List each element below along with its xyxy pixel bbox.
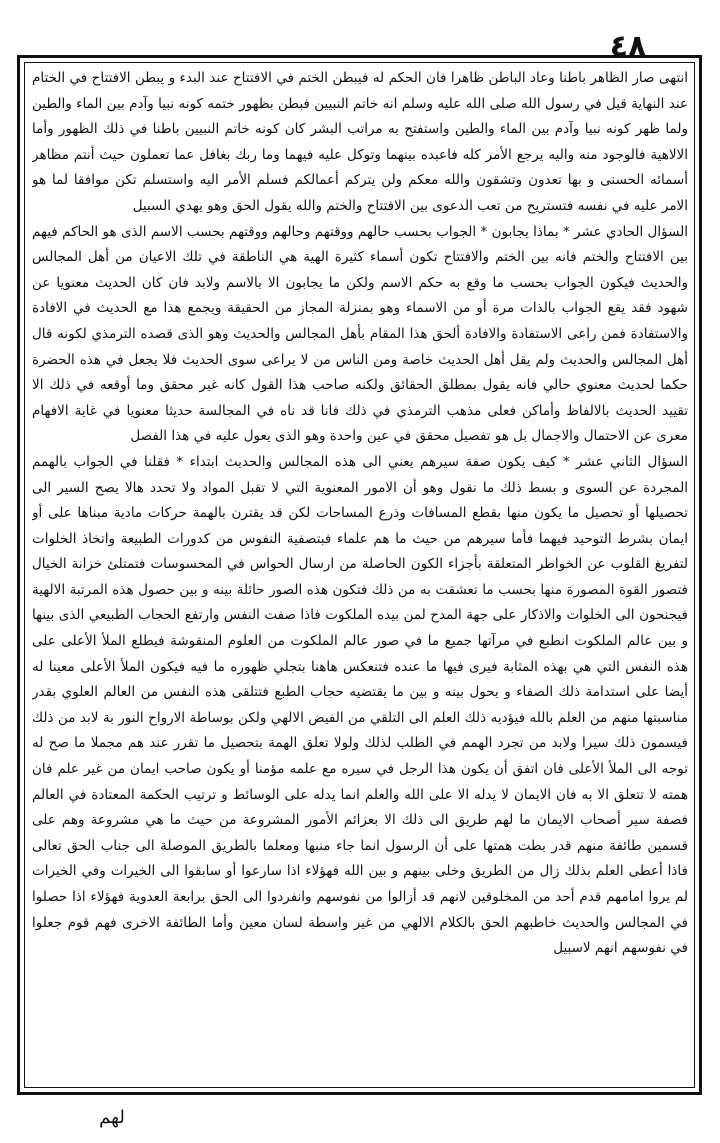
catchword: لهم — [99, 1107, 125, 1128]
main-text-block — [32, 66, 688, 1084]
paragraph-question-11: السؤال الحادي عشر * بماذا يجابون * الجواب بحسب حالهم ووقتهم وحالهم ووقتهم بحسب الاسم الذى هو الحاكم فيهم بين الافتتاح والختم فانه بين الختم والافتتاح تكون أسماء كثيرة الهية هي الناطقة في تلك الاعيان من أهل المجالس والحديث فيكون الجواب بحسب ما وقع به حكم الاسم ولكن ما يجابون الا بالاسم ولابد فان كان الحديث معنويا عن شهود فقد يقع الجواب بالذات مرة أو من الاسماء وهو بمنزلة المجاز من الحقيقة ويجمع هذا مع الحديث في الافادة والاستفادة فمن راعى الاستفادة والافادة ألحق هذا المقام بأهل المجالس والحديث وهو الذى قصده الترمذي لكونه قال أهل المجالس والحديث ولم يقل أهل الحديث خاصة ومن الناس من لا يراعى سوى الحديث فلا يجعل في هذه الحضرة حكما لحديث معنوي حالي فانه يقول بمطلق الحقائق ولكنه صاحب هذا القول كانه غير محقق وما أوقعه في ذلك الا تقييد الحديث بالالفاظ وأماكن فعلى مذهب الترمذي في ذلك فانا قد ناه في المجالسة حديثا معنويا في غاية الافهام معرى عن الاحتمال والاجمال بل هو تفصيل محقق في عين واحدة وهو الذى يعول عليه في هذا الفصل — [32, 223, 688, 445]
page-number: ٤٨ — [609, 29, 647, 64]
paragraph-intro: انتهى صار الظاهر باطنا وعاد الباطن ظاهرا فان الحكم له فيبطن الختم في الافتتاح عند البدء و يبطن الافتتاح في الختام عند النهاية قيل في رسول الله صلى الله عليه وسلم انه خاتم النبيين فبطن بظهور ختمه كونه نبيا وآدم بين الماء والطين ولما ظهر كونه نبيا وآدم بين الماء والطين واستفتح به مراتب البشر كان كونه خاتم النبيين باطنا في ذلك الظهور وأما الالاهية فالوجود منه واليه يرجع الأمر كله فاعبده بينهما وتوكل عليه فيهما وما ربك بغافل عما تعملون حيث أنتم مظاهر أسمائه الحسنى و بها تعدون وتشقون والله معكم ولن يتركم أعمالكم فسلم الأمر اليه واستسلم تكن موافقا لما هو الامر عليه في نفسه فتستريح من تعب الدعوى بين الافتتاح والختم والله يقول الحق وهو يهدي السبيل — [32, 70, 688, 214]
paragraph-question-12: السؤال الثاني عشر * كيف يكون صفة سيرهم يعني الى هذه المجالس والحديث ابتداء * فقلنا في الجواب بالهمم المجردة عن السوى و بسط ذلك ما نقول وهو أن الامور المعنوية التي لا تقبل المواد ولا تحدد هالا يصح السير الى تحصيلها أو تحصيل ما يكون منها بقطع المسافات وذرع المساحات لكن قد يقترن بالهمة حركات مادية مبناها على أو ايمان بشرط التوحيد فيهما فأما سيرهم من حيث ما هم علماء فبتصفية النفوس من كدورات الطبيعة واتخاذ الخلوات لتفريغ القلوب عن الخواطر المتعلقة بأجزاء الكون الحاصلة من ارسال الحواس في المحسوسات فتمتلئ خزانة الخيال فتصور القوة المصورة منها بحسب ما تعشقت به من ذلك فتكون هذه الصور حائلة بينه و بين حصول هذه المرتبة الالهية فيجنحون الى الخلوات والاذكار على جهة المدح لمن بيده الملكوت فاذا صفت النفس وارتفع الحجاب الطبيعي الذى بينها و بين عالم الملكوت انطبع في مرآتها جميع ما في صور عالم الملكوت من العلوم المنقوشة فيطلع الملأ الأعلى على هذه النفس التي هي بهذه المثابة فيرى فيها ما عنده فتنعكس هاهنا بتجلي ظهوره ما فيه فيكون الملأ الأعلى معينا له أيضا على استدامة ذلك الصفاء و يحول بينه و بين ما يقتضيه حجاب الطبع فتتلقى هذه النفس من العالم العلوي بقدر مناسبتها منهم من العلم بالله فيؤديه ذلك العلم الى التلقي من الفيض الالهي ولكن بوساطة الارواح النور بة لابد من ذلك فيسمون ذلك سيرا ولابد من تجرد الهمم في الطلب لذلك ولولا تعلق الهمة بتحصيل ما تقرر عند هم مجملا ما صح له توجه الى الملأ الأعلى فان اتفق أن يكون هذا الرجل في سيره مع علمه مؤمنا أو يكون صاحب ايمان من غير علم فان همته لا تتعلق الا به فان الايمان لا يدله الا على الله والعلم انما يدله على الوسائط و ترتيب الحكمة المعتادة في العالم فصفة سير أصحاب الايمان ما لهم طريق الى ذلك الا بعزائم الأمور المشروعة من حيث ما هي مشروعة وهم على قسمين طائفة منهم قدر بطت همتها على أن الرسول انما جاء منبها ومعلما بالطريق الموصلة الى جناب الحق تعالى فاذا أعطى العلم بذلك زال من الطريق وخلى بينهم و بين الله فهؤلاء اذا سارعوا أو سابقوا الى الخيرات وفي الخيرات لم يروا امامهم قدم أحد من المخلوقين لانهم قد أزالوا من نفوسهم وانفردوا الى الحق برابعة العدوية فهؤلاء اذا حصلوا في المجالس والحديث خاطبهم الحق بالكلام الالهي من غير واسطة لسان معين وأما الطائفة الاخرى فهم قوم جعلوا في نفوسهم انهم لاسبيل — [32, 453, 688, 957]
